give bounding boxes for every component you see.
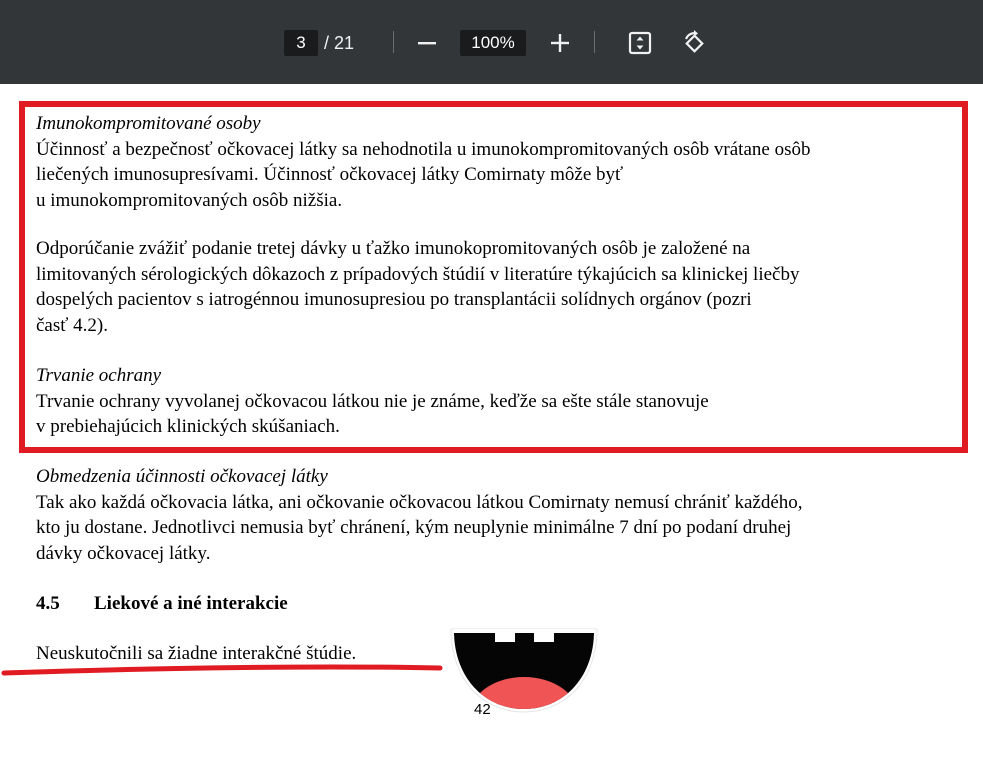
page-number: 42 [474, 701, 491, 718]
paragraph-limitations [36, 464, 803, 566]
subheading: Obmedzenia účinnosti očkovacej látky [36, 466, 328, 487]
rotate-icon [680, 29, 708, 57]
text-line: Odporúčanie zvážiť podanie tretej dávky u ťažko imunokopromitovaných osôb je založené na [36, 238, 751, 259]
page-number-input[interactable] [284, 30, 318, 56]
plus-icon [550, 33, 570, 53]
text-line: Účinnosť a bezpečnosť očkovacej látky sa nehodnotila u imunokompromitovaných osôb vrátane osôb [36, 138, 811, 160]
text-line: časť 4.2). [36, 314, 108, 336]
section-title: Liekové a iné interakcie [94, 593, 288, 614]
zoom-level[interactable]: 100% [460, 30, 526, 56]
fit-page-button[interactable] [622, 25, 658, 61]
mouth-sticker-icon [448, 627, 600, 713]
paragraph-immunocompromised [36, 111, 810, 213]
rotate-button[interactable] [676, 25, 712, 61]
section-heading [36, 591, 288, 616]
minus-icon [417, 33, 437, 53]
fit-page-icon [627, 30, 653, 56]
text-line: liečených imunosupresívami. Účinnosť očkovacej látky Comirnaty môže byť [36, 164, 624, 185]
text-line: v prebiehajúcich klinických skúšaniach. [36, 416, 340, 437]
pdf-toolbar [0, 0, 983, 84]
text-line: kto ju dostane. Jednotlivci nemusia byť chránení, kým neuplynie minimálne 7 dní po podaní druhej [36, 517, 792, 538]
zoom-out-button[interactable] [409, 25, 445, 61]
toolbar-separator [594, 31, 595, 53]
text-line: Neuskutočnili sa žiadne interakčné štúdie. [36, 643, 357, 664]
red-underline-annotation [0, 655, 450, 679]
paragraph-duration [36, 363, 709, 440]
toolbar-separator [393, 31, 394, 53]
text-line: dospelých pacientov s iatrogénnou imunosupresiou po transplantácii solídnych orgánov (pozri [36, 289, 752, 310]
paragraph-third-dose [36, 236, 799, 338]
text-line: Trvanie ochrany vyvolanej očkovacou látkou nie je známe, keďže sa ešte stále stanovuje [36, 390, 709, 412]
subheading: Imunokompromitované osoby [36, 113, 261, 134]
subheading: Trvanie ochrany [36, 365, 162, 386]
zoom-in-button[interactable] [542, 25, 578, 61]
text-line: dávky očkovacej látky. [36, 542, 211, 564]
section-number: 4.5 [36, 593, 60, 614]
text-line: Tak ako každá očkovacia látka, ani očkovanie očkovacou látkou Comirnaty nemusí chrániť každého, [36, 491, 803, 513]
page-total: / 21 [324, 33, 355, 53]
pdf-page [0, 84, 983, 767]
text-line: u imunokompromitovaných osôb nižšia. [36, 189, 343, 211]
text-line: limitovaných sérologických dôkazoch z prípadových štúdií v literatúre týkajúcich sa klinickej liečby [36, 263, 800, 285]
